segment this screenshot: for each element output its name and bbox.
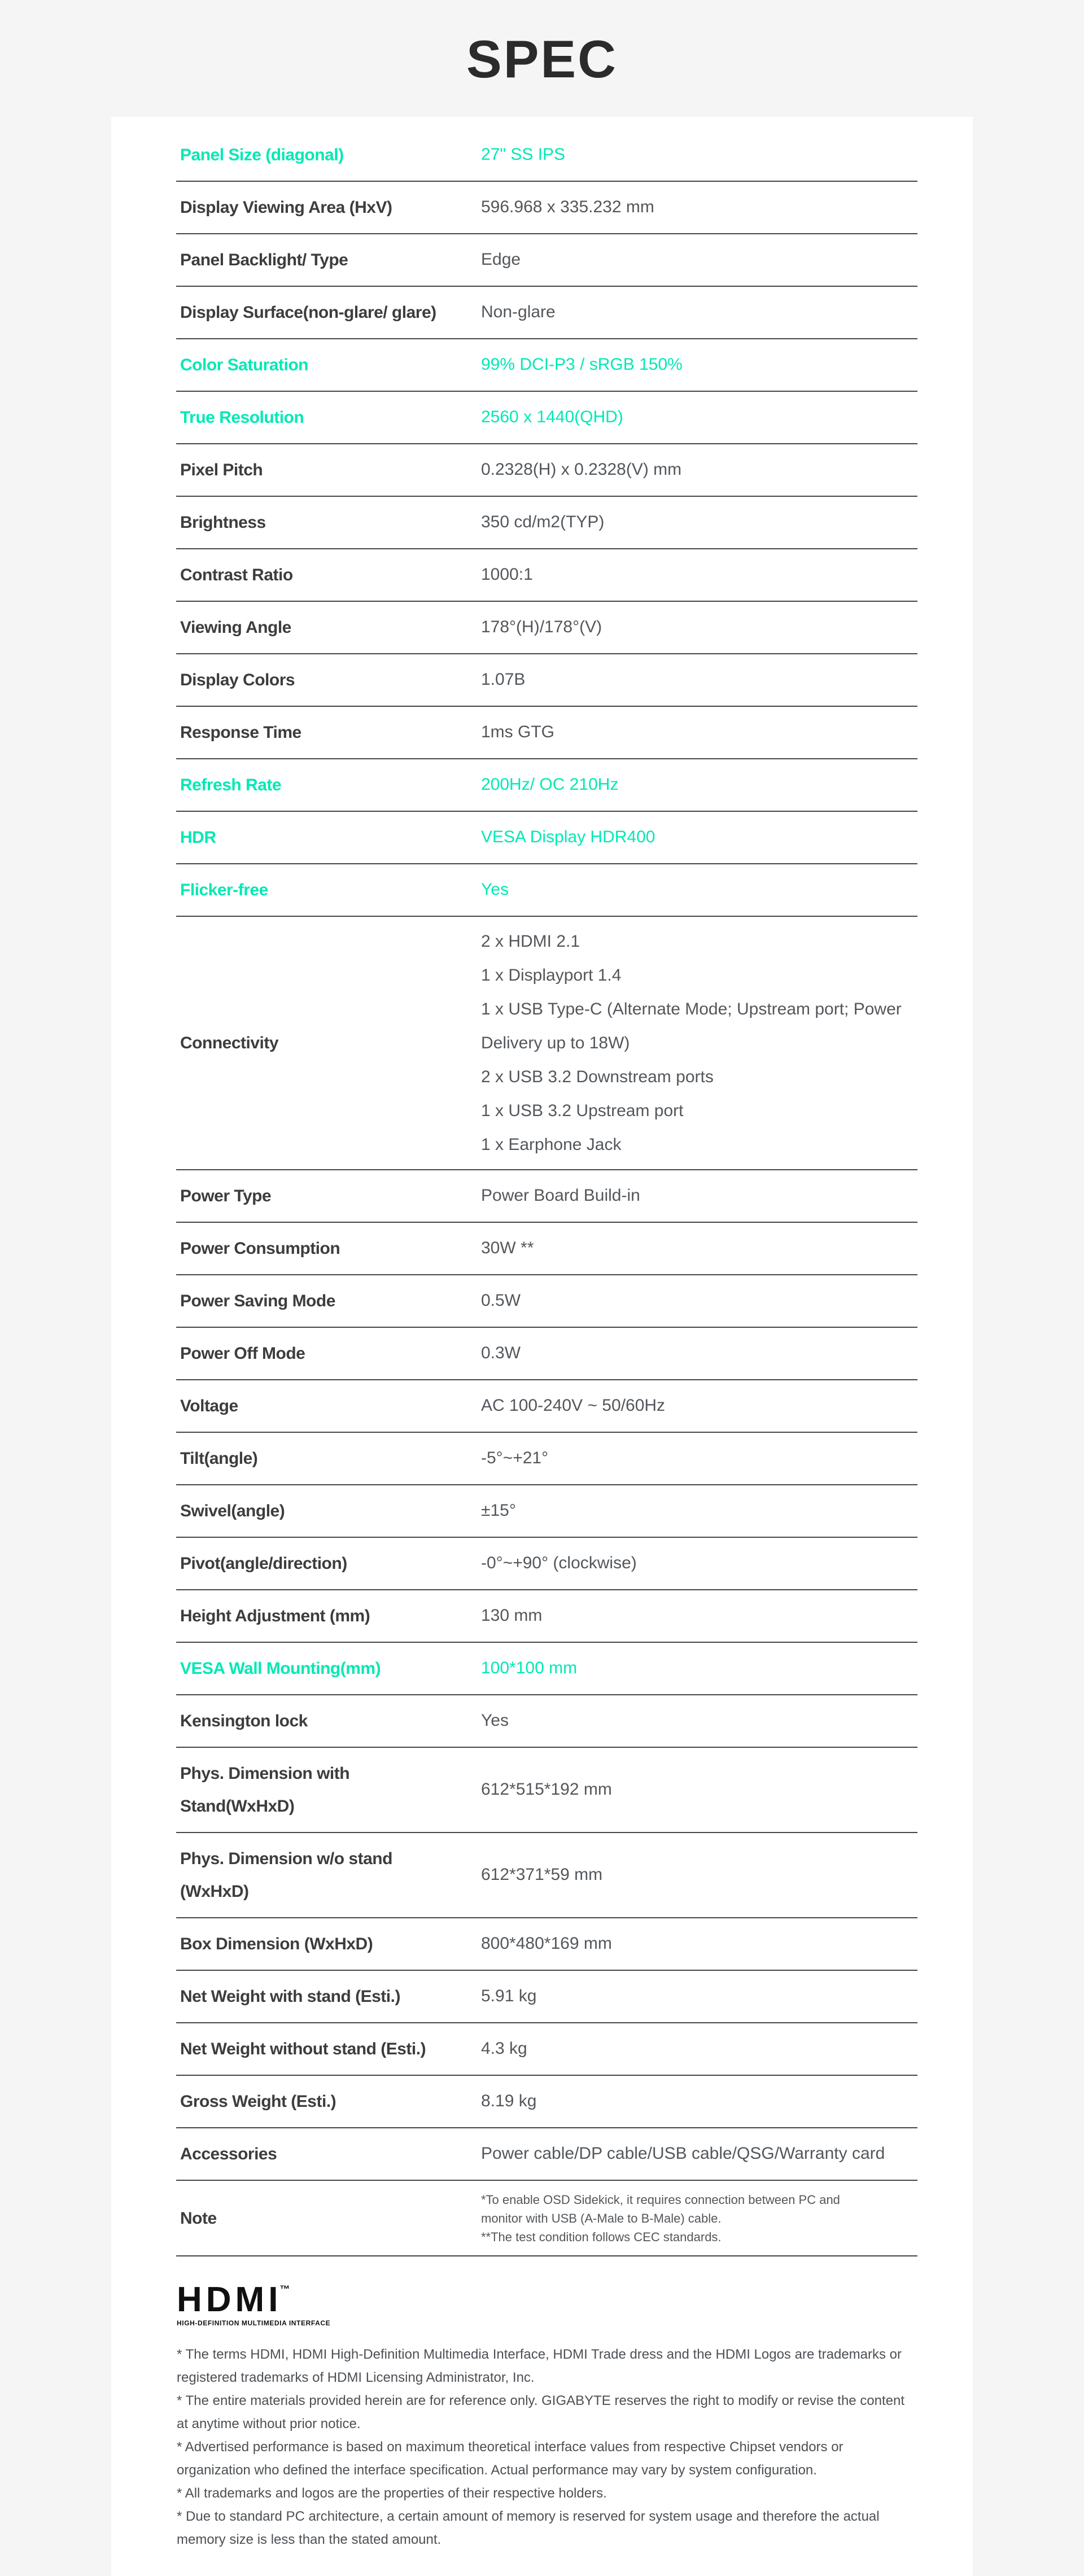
connectivity-item: 2 x USB 3.2 Downstream ports [481,1067,714,1086]
spec-row-value: 99% DCI-P3 / sRGB 150% [481,355,683,374]
hdmi-logo-text: HDMI [177,2280,282,2319]
spec-row-value: 200Hz/ OC 210Hz [481,775,619,794]
spec-row-value: -5°~+21° [481,1449,549,1468]
spec-row-label: Viewing Angle [180,618,291,637]
spec-row-value: -0°~+90° (clockwise) [481,1554,637,1573]
spec-row [176,2076,917,2128]
spec-row-label: Display Viewing Area (HxV) [180,198,392,217]
spec-row-value: 27" SS IPS [481,145,566,164]
spec-row [176,1590,917,1643]
spec-row-label: Voltage [180,1397,238,1415]
spec-row [176,2128,917,2181]
connectivity-item: 1 x USB Type-C (Alternate Mode; Upstream port; Power Delivery up to 18W) [481,999,902,1052]
hdmi-logo-tagline: HIGH-DEFINITION MULTIMEDIA INTERFACE [177,2319,331,2327]
spec-row-value: Yes [481,880,509,899]
spec-table [111,129,973,2256]
spec-row [176,707,917,759]
footnote-line: * Advertised performance is based on maximum theoretical interface values from respective Chipset vendors or organization who defined the interface specification. Actual performance may vary by system configuration. [177,2439,843,2478]
spec-row [176,182,917,234]
spec-row-value: 0.3W [481,1344,521,1363]
spec-row-label: Phys. Dimension w/o stand (WxHxD) [180,1849,392,1901]
spec-row-value: 178°(H)/178°(V) [481,618,602,637]
spec-row [176,654,917,707]
spec-row [176,864,917,917]
spec-row [176,497,917,549]
spec-row-label: Flicker-free [180,881,268,899]
spec-row [176,1328,917,1380]
spec-row-label: Net Weight with stand (Esti.) [180,1987,400,2006]
spec-row [176,129,917,182]
spec-row-label: Swivel(angle) [180,1502,285,1520]
spec-row-label: Refresh Rate [180,776,282,794]
spec-row [176,759,917,812]
spec-row [176,549,917,602]
spec-row-value: 5.91 kg [481,1987,537,2006]
spec-row [176,2181,917,2256]
spec-row [176,444,917,497]
footnotes [177,2343,917,2551]
note-line: *To enable OSD Sidekick, it requires connection between PC and monitor with USB (A-Male to B-Male) cable. [481,2192,840,2225]
spec-row [176,1748,917,1833]
spec-row [176,917,917,1170]
spec-row-label: HDR [180,828,216,847]
spec-row-value: Non-glare [481,303,556,322]
spec-row-value: 0.2328(H) x 0.2328(V) mm [481,460,682,479]
spec-row [176,339,917,392]
footnote-line: * Due to standard PC architecture, a certain amount of memory is reserved for system usage and therefore the actual memory size is less than the stated amount. [177,2509,880,2547]
spec-row-value: 8.19 kg [481,2092,537,2111]
spec-row [176,1918,917,1971]
spec-row-label: Display Surface(non-glare/ glare) [180,303,436,322]
spec-row [176,1695,917,1748]
spec-row [176,1538,917,1590]
spec-row-label: Gross Weight (Esti.) [180,2092,336,2111]
spec-row-label: Net Weight without stand (Esti.) [180,2040,426,2058]
footnote-line: * The entire materials provided herein are for reference only. GIGABYTE reserves the right to modify or revise the content at anytime without prior notice. [177,2393,905,2431]
spec-row-value: 596.968 x 335.232 mm [481,198,654,217]
spec-row [176,1433,917,1485]
spec-row [176,1485,917,1538]
spec-row-value: AC 100-240V ~ 50/60Hz [481,1396,666,1415]
spec-row [176,234,917,287]
spec-row [176,602,917,654]
spec-row-label: Power Saving Mode [180,1292,335,1310]
spec-row-value: Power cable/DP cable/USB cable/QSG/Warranty card [481,2144,885,2163]
spec-row-value: 0.5W [481,1291,521,1310]
hdmi-logo [177,2282,973,2327]
spec-row-label: Contrast Ratio [180,566,293,584]
page-title: SPEC [466,29,618,89]
spec-row-label: Note [180,2208,217,2228]
spec-row-label: Panel Size (diagonal) [180,146,344,164]
footnote-line: * The terms HDMI, HDMI High-Definition Multimedia Interface, HDMI Trade dress and the HDMI Logos are trademarks or registered trademarks of HDMI Licensing Administrator, Inc. [177,2347,902,2385]
spec-row-label: VESA Wall Mounting(mm) [180,1659,381,1678]
spec-row [176,392,917,444]
spec-row-label: Pixel Pitch [180,461,263,479]
spec-row [176,1833,917,1918]
spec-row-label: Box Dimension (WxHxD) [180,1935,373,1953]
spec-row [176,812,917,864]
spec-row-value: Yes [481,1711,509,1730]
spec-row-label: Height Adjustment (mm) [180,1607,370,1625]
spec-row [176,2023,917,2076]
footnote-line: * All trademarks and logos are the properties of their respective holders. [177,2486,607,2501]
spec-row-value: 2560 x 1440(QHD) [481,408,623,427]
note-line: **The test condition follows CEC standards. [481,2229,722,2244]
spec-row-value: 1.07B [481,670,526,689]
spec-row-value: 1ms GTG [481,723,555,742]
spec-row-label: True Resolution [180,408,304,427]
spec-row-value: 1000:1 [481,565,533,584]
spec-row-label: Tilt(angle) [180,1449,258,1468]
spec-row-value: 612*515*192 mm [481,1780,612,1799]
spec-row-value: 4.3 kg [481,2039,527,2058]
spec-row-value: 30W ** [481,1239,534,1258]
spec-row [176,1380,917,1433]
connectivity-item: 1 x USB 3.2 Upstream port [481,1101,684,1120]
spec-row [176,1971,917,2023]
spec-row-value [481,925,917,1162]
spec-row-value: 100*100 mm [481,1659,578,1678]
spec-row-label: Brightness [180,513,266,532]
spec-row-label: Connectivity [180,1034,279,1052]
spec-row-label: Response Time [180,723,301,742]
spec-row-value: 800*480*169 mm [481,1934,612,1953]
spec-row-label: Pivot(angle/direction) [180,1554,347,1573]
spec-row-label: Power Type [180,1187,272,1205]
connectivity-item: 1 x Displayport 1.4 [481,965,622,985]
hdmi-trademark-symbol: ™ [279,2284,290,2295]
spec-row-label: Power Consumption [180,1239,340,1258]
spec-row-label: Accessories [180,2145,277,2163]
spec-row-value [481,2190,876,2246]
spec-row-label: Display Colors [180,671,295,689]
spec-row [176,1170,917,1223]
spec-row [176,1275,917,1328]
spec-row-value: Power Board Build-in [481,1186,640,1205]
spec-row [176,287,917,339]
spec-row-label: Panel Backlight/ Type [180,251,348,269]
spec-row [176,1643,917,1695]
spec-row-value: 350 cd/m2(TYP) [481,513,605,532]
hdmi-logo-wordmark [177,2282,973,2317]
spec-row-value: VESA Display HDR400 [481,828,655,847]
spec-row-value: Edge [481,250,521,269]
spec-row-label: Phys. Dimension with Stand(WxHxD) [180,1764,350,1816]
spec-row [176,1223,917,1275]
spec-card [111,117,973,2576]
spec-row-value: 130 mm [481,1606,543,1625]
spec-row-label: Kensington lock [180,1712,308,1730]
spec-row-value: 612*371*59 mm [481,1865,603,1884]
spec-row-label: Power Off Mode [180,1344,305,1363]
spec-row-value: ±15° [481,1501,516,1520]
spec-row-label: Color Saturation [180,356,309,374]
connectivity-item: 1 x Earphone Jack [481,1135,622,1154]
connectivity-item: 2 x HDMI 2.1 [481,931,580,951]
